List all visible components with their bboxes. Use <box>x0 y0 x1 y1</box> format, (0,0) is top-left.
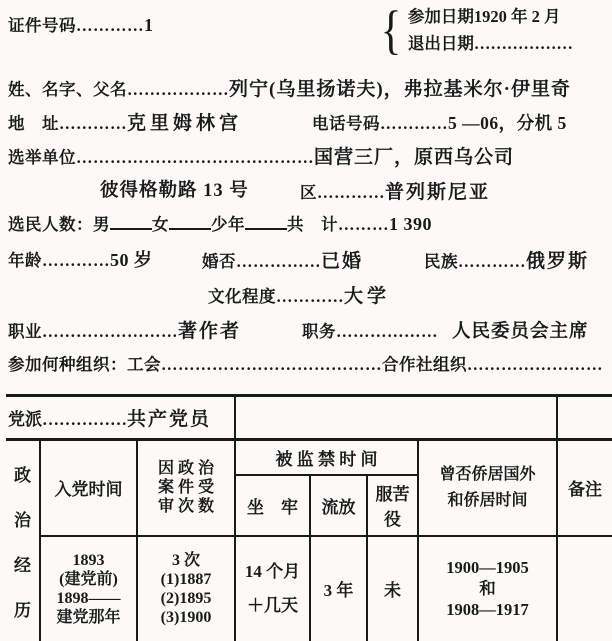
party-cell <box>6 396 235 440</box>
header-abroad <box>418 440 557 536</box>
ethnicity-label: 民族………… <box>424 252 526 271</box>
voters-minor-label: 少年 <box>211 215 245 234</box>
data-trial-count <box>137 536 235 641</box>
party-row <box>6 396 612 440</box>
duty-label: 职务……………… <box>302 322 438 341</box>
cert-number-label: 证件号码………… <box>8 16 144 35</box>
street-line <box>100 176 249 202</box>
district-line <box>300 177 490 204</box>
district-label: 区………… <box>300 183 385 202</box>
quit-date-line: 退出日期……………… <box>408 30 573 57</box>
data-abroad-line: 1900—1905 <box>419 557 556 578</box>
join-date-value: 1920 年 2 月 <box>474 7 561 26</box>
data-jail-line: 14 个月 <box>236 555 309 589</box>
electoral-unit-line <box>8 142 514 169</box>
data-hard-labor: 未 <box>367 536 418 641</box>
voters-total-value: 1 390 <box>389 214 432 234</box>
table-data-row <box>6 536 612 641</box>
duty-line <box>302 317 589 343</box>
name-line <box>8 74 571 101</box>
cert-number-value: 1 <box>144 15 154 35</box>
ethnicity-line <box>424 246 589 273</box>
data-join-time <box>40 536 137 641</box>
voters-total-label: 共 计……… <box>287 215 389 234</box>
voters-label: 选民人数： <box>8 215 93 234</box>
data-abroad-line: 1908—1917 <box>419 599 556 620</box>
education-value: 大学 <box>344 286 390 307</box>
data-join-line: 1893 <box>41 551 136 570</box>
marital-label: 婚否…………… <box>202 252 321 271</box>
address-line <box>8 108 242 135</box>
data-abroad-line: 和 <box>419 578 556 599</box>
header-hard-labor: 服苦役 <box>367 475 418 536</box>
side-char: 治 <box>14 506 31 531</box>
cert-number-line <box>8 12 154 36</box>
party-label: 党派…………… <box>8 410 127 429</box>
data-trial-line: (1)1887 <box>138 570 234 589</box>
occupation-line <box>8 316 241 343</box>
age-label: 年龄………… <box>8 251 110 270</box>
voters-line <box>8 211 432 235</box>
street-value: 彼得格勒路 13 号 <box>100 181 249 201</box>
address-value: 克里姆林宫 <box>127 113 242 134</box>
voters-female-blank <box>169 214 211 230</box>
data-jail <box>235 536 310 641</box>
data-jail-line: ＋几天 <box>236 589 309 623</box>
address-label: 地 址………… <box>8 114 127 133</box>
party-row-empty-cell <box>235 396 557 440</box>
education-label: 文化程度………… <box>208 287 344 306</box>
side-char: 历 <box>14 596 31 621</box>
table-header-row-1 <box>6 440 612 475</box>
left-brace-glyph: { <box>381 2 402 58</box>
data-join-line: 1898—— <box>41 589 136 608</box>
party-value: 共产党员 <box>127 409 211 430</box>
occupation-value: 著作者 <box>178 321 241 342</box>
organizations-label2: 合作社组织…………………… <box>382 355 603 374</box>
header-imprisonment: 被 监 禁 时 间 <box>235 440 418 475</box>
header-trial-line: 案 件 受 <box>138 478 234 497</box>
membership-dates-block <box>378 2 573 58</box>
header-trial-line: 审 次 数 <box>138 497 234 516</box>
header-abroad-line: 曾否侨居国外 <box>419 462 556 488</box>
name-label: 姓、名字、父名……………… <box>8 80 229 99</box>
voters-female-label: 女 <box>152 215 169 234</box>
data-join-line: 建党那年 <box>41 608 136 627</box>
organizations-line <box>8 351 603 375</box>
side-char: 经 <box>14 551 31 576</box>
header-trial-count <box>137 440 235 536</box>
phone-label: 电话号码………… <box>312 114 448 133</box>
phone-value: 5 —06，分机 5 <box>448 113 567 133</box>
electoral-unit-value: 国营三厂，原西乌公司 <box>314 147 514 168</box>
education-line <box>208 281 390 308</box>
header-exile: 流放 <box>310 475 367 536</box>
data-trial-line: (2)1895 <box>138 589 234 608</box>
voters-minor-blank <box>245 214 287 230</box>
data-remarks <box>557 536 612 641</box>
header-trial-line: 因 政 治 <box>138 459 234 478</box>
side-header-vertical <box>6 441 39 641</box>
marital-value: 已婚 <box>321 251 363 272</box>
header-jail: 坐 牢 <box>235 475 310 536</box>
phone-line <box>312 110 567 135</box>
data-exile: 3 年 <box>310 536 367 641</box>
join-date-line <box>408 3 573 30</box>
side-header-cell <box>6 440 40 641</box>
duty-value: 人民委员会主席 <box>452 322 589 342</box>
voters-male-blank <box>110 214 152 230</box>
voters-male-label: 男 <box>93 215 110 234</box>
age-line <box>8 246 153 272</box>
header-join-time: 入党时间 <box>40 440 137 536</box>
ethnicity-value: 俄罗斯 <box>526 251 589 272</box>
data-join-line: (建党前) <box>41 570 136 589</box>
organizations-label: 参加何种组织：工会………………………………… <box>8 355 382 374</box>
party-row-remark-cell <box>557 396 612 440</box>
occupation-label: 职业…………………… <box>8 322 178 341</box>
data-trial-line: 3 次 <box>138 551 234 570</box>
side-char: 政 <box>14 461 31 486</box>
political-history-table <box>6 394 612 641</box>
age-value: 50 岁 <box>110 250 153 270</box>
header-remarks: 备注 <box>557 440 612 536</box>
electoral-unit-label: 选举单位…………………………………… <box>8 148 314 167</box>
name-value: 列宁(乌里扬诺夫)，弗拉基米尔·伊里奇 <box>229 79 571 100</box>
district-value: 普列斯尼亚 <box>385 182 490 203</box>
data-trial-line: (3)1900 <box>138 608 234 627</box>
header-abroad-line: 和侨居时间 <box>419 488 556 514</box>
data-abroad <box>418 536 557 641</box>
marital-line <box>202 246 363 273</box>
join-date-label: 参加日期 <box>408 7 474 26</box>
